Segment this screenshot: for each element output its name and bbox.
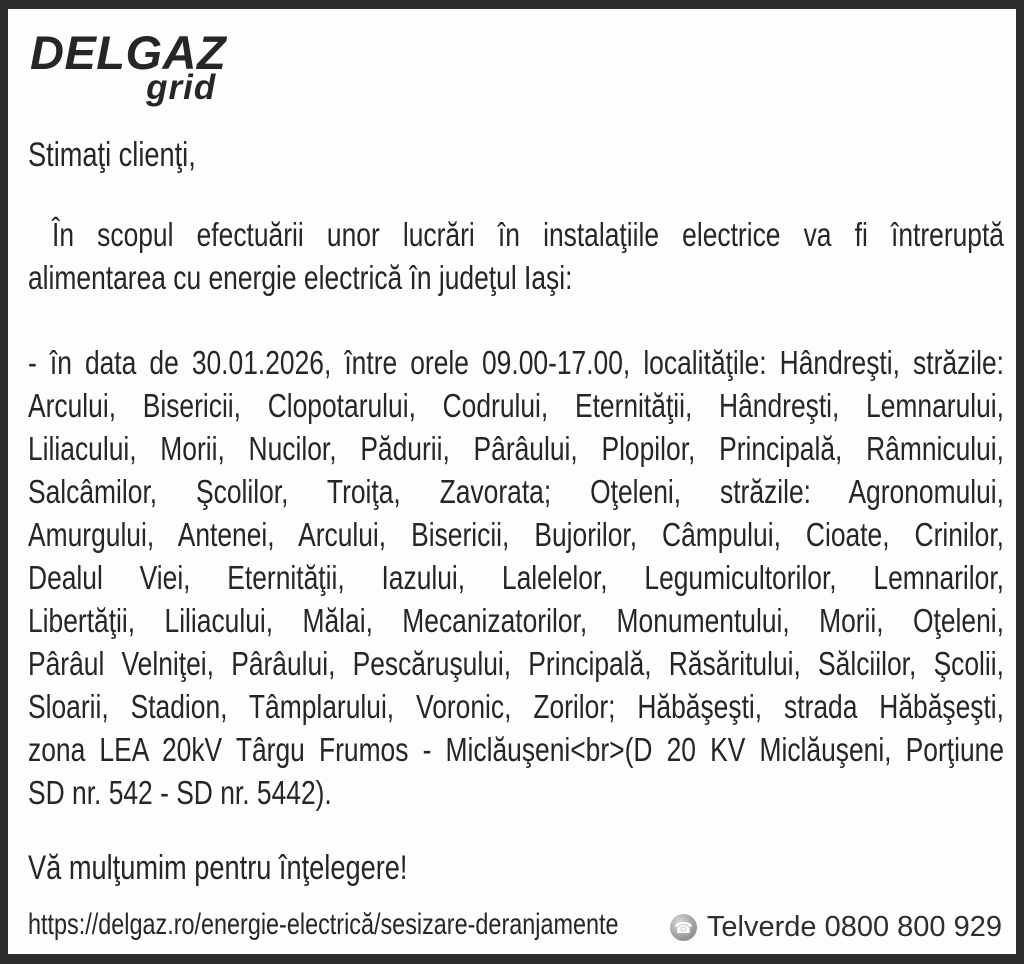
phone-label: Telverde 0800 800 929 (706, 911, 1002, 943)
intro-paragraph (28, 213, 1004, 299)
text-line: Liliacului, Morii, Nucilor, Pădurii, Pârâului, Plopilor, Principală, Râmnicului, (28, 430, 1004, 467)
text-line: Libertăţii, Liliacului, Mălai, Mecanizatorilor, Monumentului, Morii, Oţeleni, (28, 602, 1004, 639)
text-line: În scopul efectuării unor lucrări în instalaţiile electrice va fi întreruptă (52, 216, 1004, 253)
text-line: Arcului, Bisericii, Clopotarului, Codrului, Eternităţii, Hândreşti, Lemnarului, (28, 387, 1004, 424)
text-line: Dealul Viei, Eternităţii, Iazului, Lalelelor, Legumicultorilor, Lemnarilor, (28, 559, 1004, 596)
footer-url: https://delgaz.ro/energie-electrică/sesizare-deranjamente (28, 908, 619, 941)
text-line: Salcâmilor, Şcolilor, Troiţa, Zavorata; Oţeleni, străzile: Agronomului, (28, 473, 1004, 510)
text-line: - în data de 30.01.2026, între orele 09.00-17.00, localităţile: Hândreşti, străzile: (28, 344, 1004, 381)
text-line: Sloarii, Stadion, Tâmplarului, Voronic, Zorilor; Hăbăşeşti, strada Hăbăşeşti, (28, 688, 1004, 725)
text-line: SD nr. 542 - SD nr. 5442). (28, 774, 332, 811)
text-line: alimentarea cu energie electrică în judeţul Iaşi: (28, 259, 573, 296)
delgaz-logo (30, 26, 227, 107)
phone-glyph: ☎ (674, 918, 693, 937)
greeting-text: Stimaţi clienţi, (28, 136, 196, 174)
text-line: Pârâul Velniţei, Pârâului, Pescăruşului, Principală, Răsăritului, Sălciilor, Şcolii, (28, 645, 1004, 682)
phone-icon (670, 914, 697, 941)
logo-brand-text: DELGAZ (30, 26, 227, 79)
footer-phone (670, 911, 1002, 944)
text-line: zona LEA 20kV Târgu Frumos - Miclăuşeni<br>(D 20 KV Miclăuşeni, Porţiune (28, 731, 1004, 768)
footer-bar (28, 900, 1004, 946)
text-line: Amurgului, Antenei, Arcului, Bisericii, Bujorilor, Câmpului, Cioate, Crinilor, (28, 516, 1004, 553)
outage-notice-paragraph (28, 341, 1004, 814)
closing-message: Vă mulţumim pentru înţelegere! (28, 849, 408, 887)
logo-grid-text: grid (146, 68, 217, 107)
